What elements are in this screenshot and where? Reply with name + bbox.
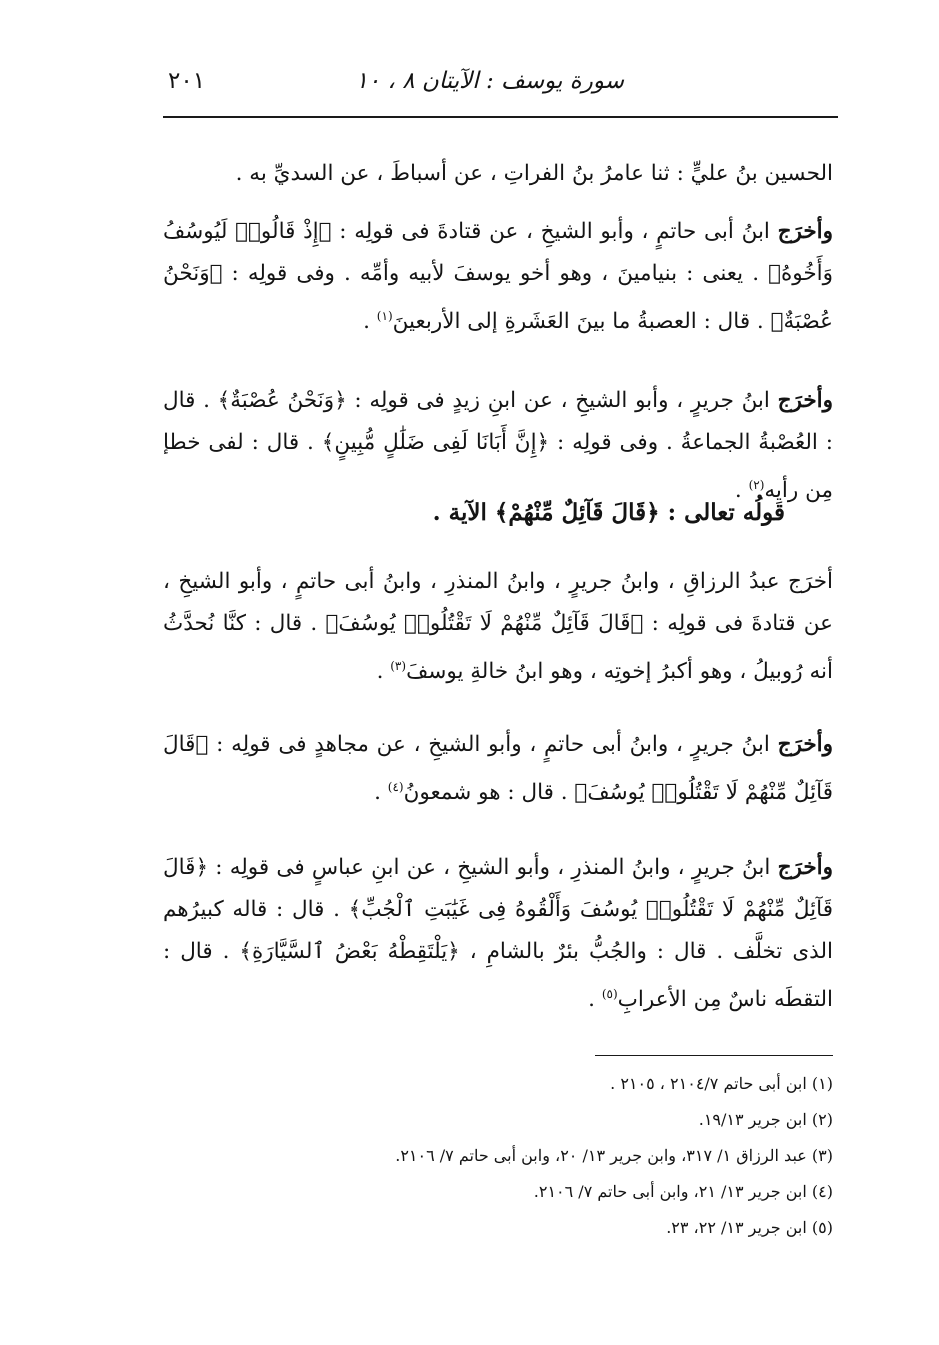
- paragraph-lead: وأخرَج: [777, 855, 833, 880]
- paragraph-5: [163, 724, 833, 814]
- footnote-marker: (١): [376, 309, 393, 323]
- paragraph-lead: وأخرَج: [777, 219, 833, 244]
- footnote-1: (١) ابن أبى حاتم ٢١٠٤/٧ ، ٢١٠٥ .: [610, 1074, 833, 1093]
- paragraph-text: ابنُ أبى حاتمٍ ، وأبو الشيخِ ، عن قتادةَ فى قولِه : ﴿إِذْ قَالُوا۟ لَيُوسُفُ وَأَخُوهُ﴾ . يعنى : بنيامينَ ، وهو أخو يوسفَ لأبيه وأمِّه . وفى قولِه : ﴿وَنَحْنُ عُصْبَةٌ﴾ . قال : العصبةُ ما بينَ العَشَرةِ إلى الأربعينَ: [163, 219, 833, 335]
- paragraph-text: الحسين بنُ عليٍّ : ثنا عامرُ بنُ الفراتِ ، عن أسباطَ ، عن السديِّ به .: [235, 161, 833, 186]
- paragraph-tail: .: [588, 987, 602, 1013]
- header-rule: [163, 116, 838, 118]
- paragraph-6: [163, 847, 833, 1021]
- paragraph-text: ابنُ جريرٍ ، وابنُ المنذرِ ، وأبو الشيخِ ، عن ابنِ عباسٍ فى قولِه : ﴿قَالَ قَآئِلٌ مِّنْهُمْ لَا تَقْتُلُوا۟ يُوسُفَ وَأَلْقُوهُ فِى غَيَٰبَتِ ٱلْجُبِّ﴾ . قال : قاله كبيرُهم الذى تخلَّف . قال : والجُبُّ بئرٌ بالشامِ ، ﴿يَلْتَقِطْهُ بَعْضُ ٱلسَّيَّارَةِ﴾ . قال : التقطَه ناسٌ مِن الأعرابِ: [163, 855, 833, 1013]
- footnote-marker: (٤): [387, 780, 404, 794]
- paragraph-2: [163, 211, 833, 343]
- paragraph-text: ابنُ جريرٍ ، وابنُ أبى حاتمٍ ، وأبو الشيخِ ، عن مجاهدٍ فى قولِه : ﴿قَالَ قَآئِلٌ مِّنْهُمْ لَا تَقْتُلُوا۟ يُوسُفَ﴾ . قال : هو شمعونُ: [163, 732, 833, 806]
- footnote-marker: (٣): [390, 659, 407, 673]
- paragraph-1: [163, 153, 833, 195]
- paragraph-tail: .: [734, 478, 749, 504]
- footnotes: [163, 1066, 833, 1246]
- paragraph-text: ابنُ جريرٍ ، وأبو الشيخِ ، عن ابنِ زيدٍ فى قولِه : ﴿وَنَحْنُ عُصْبَةٌ﴾ . قال : العُصْبةُ الجماعةُ . وفى قولِه : ﴿إِنَّ أَبَانَا لَفِى ضَلَٰلٍ مُّبِينٍ﴾ . قال : لفى خطإ مِن رأيِه: [163, 388, 833, 504]
- footnote-marker: (٢): [748, 478, 765, 492]
- footnote-2: (٢) ابن جرير ١٩/١٣.: [698, 1110, 833, 1129]
- running-title: سورة يوسف : الآيتان ٨ ، ١٠: [355, 68, 624, 94]
- paragraph-tail: .: [376, 659, 391, 685]
- verse-heading: قولُه تعالى : ﴿قَالَ قَآئِلٌ مِّنْهُمْ﴾ الآية .: [432, 499, 785, 526]
- paragraph-tail: .: [363, 309, 377, 335]
- page-header: [168, 62, 838, 102]
- footnote-5: (٥) ابن جرير ١٣/ ٢٢، ٢٣.: [666, 1218, 833, 1237]
- paragraph-lead: وأخرَج: [777, 732, 833, 757]
- page-number: ٢٠١: [168, 68, 206, 94]
- paragraph-text: أخرَج عبدُ الرزاقِ ، وابنُ جريرٍ ، وابنُ المنذرِ ، وابنُ أبى حاتمٍ ، وأبو الشيخِ ، عن قتادةَ فى قولِه : ﴿قَالَ قَآئِلٌ مِّنْهُمْ لَا تَقْتُلُوا۟ يُوسُفَ﴾ . قال : كنَّا نُحدَّثُ أنه رُوبيلُ ، وهو أكبرُ إخوتِه ، وهو ابنُ خالةِ يوسفَ: [163, 569, 833, 685]
- footnote-rule: [595, 1055, 833, 1056]
- footnote-3: (٣) عبد الرزاق ١/ ٣١٧، وابن جرير ١٣/ ٢٠، وابن أبى حاتم ٧/ ٢١٠٦.: [395, 1146, 833, 1165]
- paragraph-lead: وأخرَج: [777, 388, 833, 413]
- footnote-marker: (٥): [601, 987, 618, 1001]
- paragraph-tail: .: [374, 780, 388, 806]
- paragraph-4: [163, 561, 833, 693]
- footnote-4: (٤) ابن جرير ١٣/ ٢١، وابن أبى حاتم ٧/ ٢١٠٦.: [533, 1182, 833, 1201]
